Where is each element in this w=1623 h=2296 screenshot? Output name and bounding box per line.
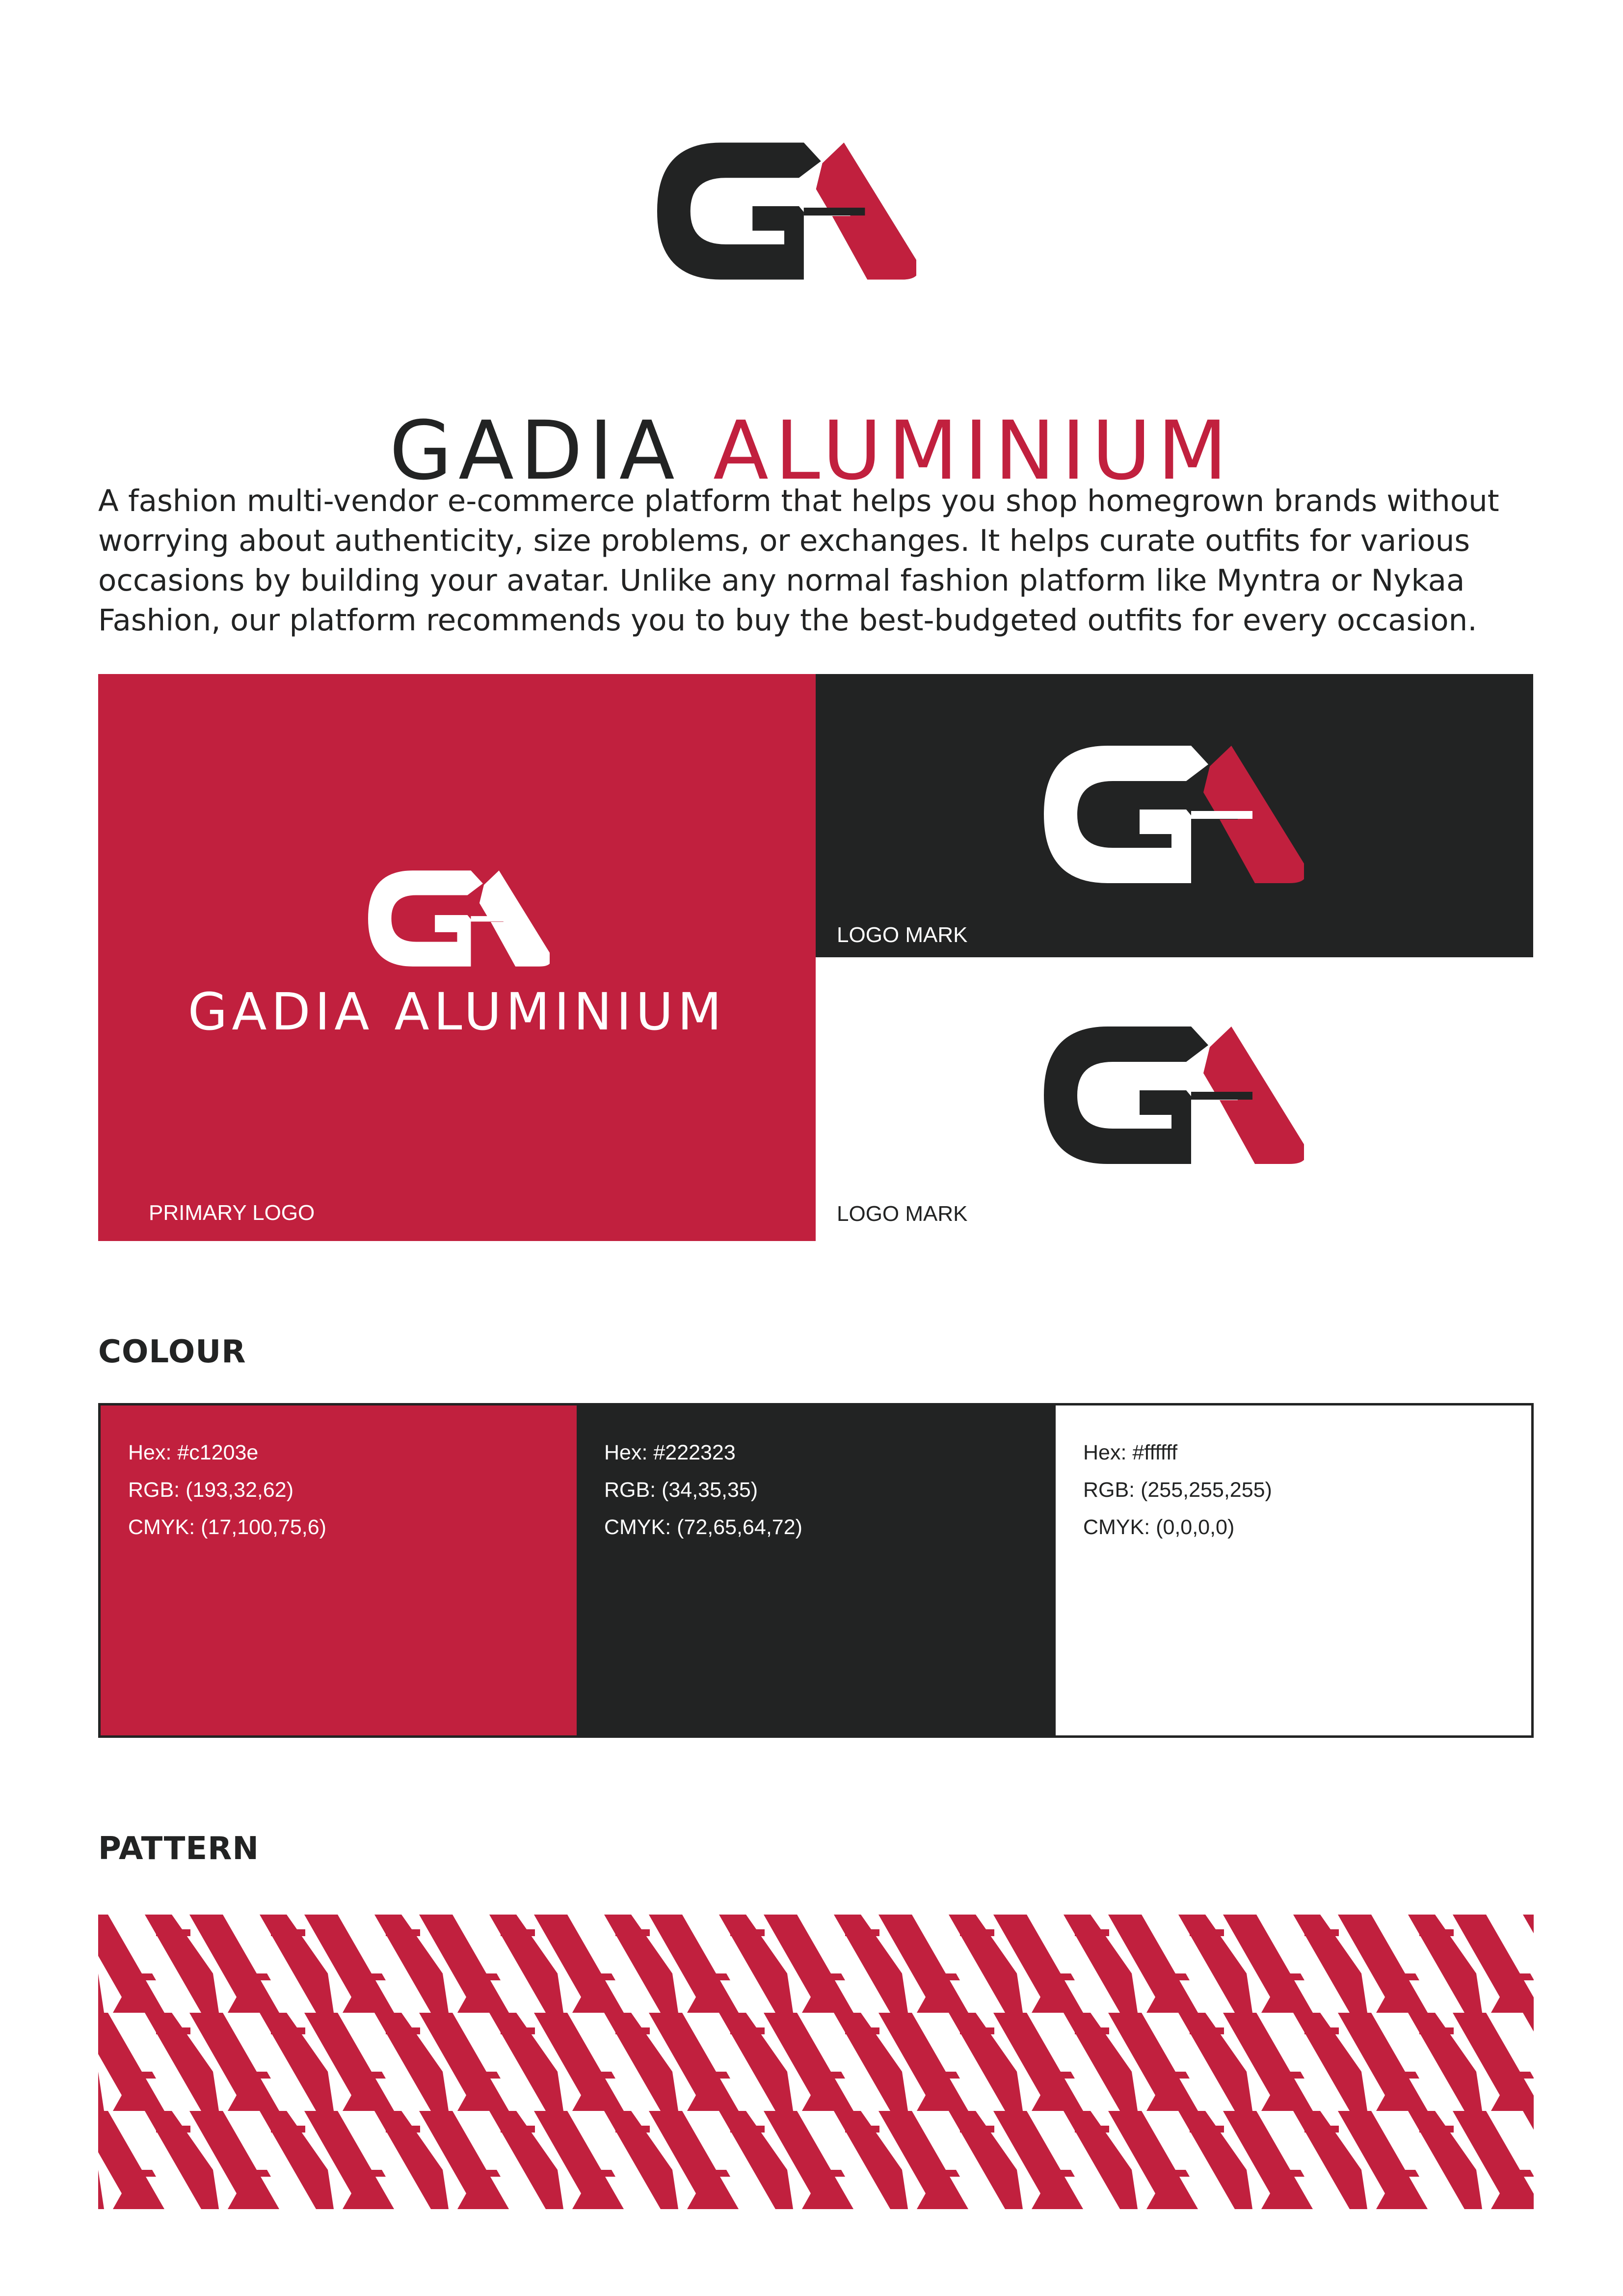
colour-swatch-red	[101, 1405, 577, 1735]
swatch-rgb: RGB: (255,255,255)	[1083, 1478, 1272, 1502]
colour-swatch-white	[1056, 1405, 1531, 1735]
brand-wordmark	[0, 403, 1623, 498]
description-line: occasions by building your avatar. Unlike any normal fashion platform like Myntra or Nykaa	[98, 563, 1465, 598]
swatch-cmyk: CMYK: (0,0,0,0)	[1083, 1515, 1235, 1539]
logo-mark-dark-panel	[816, 674, 1533, 957]
swatch-hex: Hex: #ffffff	[1083, 1441, 1178, 1464]
swatch-cmyk: CMYK: (72,65,64,72)	[604, 1515, 802, 1539]
logo-mark-light-label: LOGO MARK	[837, 1202, 968, 1226]
brand-pattern	[98, 1915, 1534, 2209]
logo-mark-on-dark	[1044, 746, 1304, 883]
colour-swatch-dark	[577, 1405, 1056, 1735]
description-line: Fashion, our platform recommends you to buy the best-budgeted outfits for every occasion.	[98, 603, 1477, 638]
description-line: worrying about authenticity, size problems, or exchanges. It helps curate outfits for various	[98, 523, 1470, 558]
primary-logo-mark	[368, 870, 550, 967]
brand-description	[98, 481, 1546, 640]
primary-logo-label: PRIMARY LOGO	[149, 1201, 315, 1225]
primary-logo-wordmark: GADIA ALUMINIUM	[187, 982, 726, 1042]
brand-logo-mark	[657, 142, 916, 280]
primary-logo-panel	[98, 674, 816, 1241]
swatch-hex: Hex: #222323	[604, 1441, 736, 1464]
colour-swatches	[98, 1403, 1534, 1738]
swatch-cmyk: CMYK: (17,100,75,6)	[128, 1515, 326, 1539]
pattern-section-heading: PATTERN	[98, 1831, 259, 1867]
logo-mark-dark-label: LOGO MARK	[837, 923, 968, 947]
brand-name-part1: GADIA	[389, 403, 681, 498]
pattern-fill	[98, 1915, 1534, 2209]
swatch-rgb: RGB: (193,32,62)	[128, 1478, 294, 1502]
swatch-rgb: RGB: (34,35,35)	[604, 1478, 758, 1502]
swatch-hex: Hex: #c1203e	[128, 1441, 259, 1464]
logo-mark-light-panel	[816, 957, 1533, 1241]
logo-mark-on-light	[1044, 1026, 1304, 1164]
description-line: A fashion multi-vendor e-commerce platform that helps you shop homegrown brands without	[98, 484, 1499, 518]
colour-section-heading: COLOUR	[98, 1334, 246, 1370]
brand-name-part2: ALUMINIUM	[713, 403, 1234, 498]
